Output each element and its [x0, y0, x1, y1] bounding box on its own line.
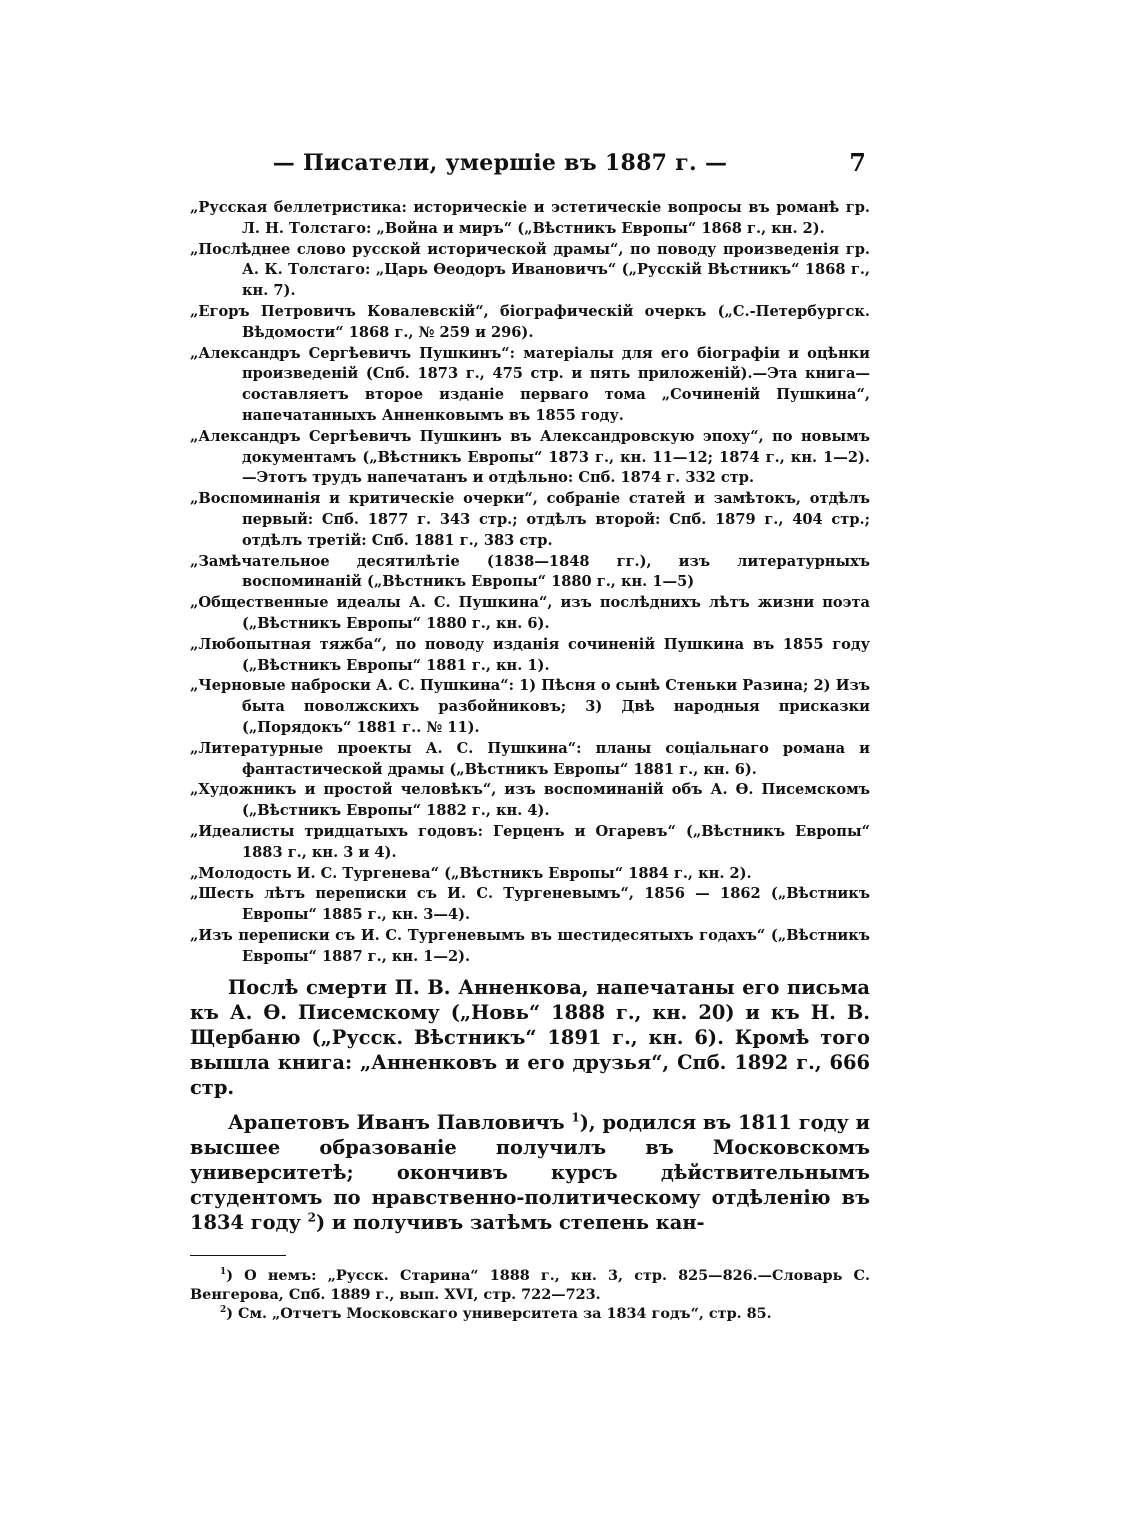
footnote-divider	[190, 1255, 286, 1256]
bibliography-list	[190, 198, 870, 967]
body-paragraph: Послѣ смерти П. В. Анненкова, напечатаны его письма къ А. Ѳ. Писемскому („Новь“ 1888 г., кн. 20) и къ Н. В. Щербаню („Русск. Вѣстникъ“ 1891 г., кн. 6). Кромѣ того вышла книга: „Анненковъ и его друзья“, Спб. 1892 г., 666 стр.	[190, 976, 870, 1100]
footnotes	[190, 1266, 870, 1323]
page-number: 7	[849, 148, 866, 177]
paragraph-text: Арапетовъ Иванъ Павловичъ	[228, 1111, 572, 1135]
bibliography-entry: „Егоръ Петровичъ Ковалевскій“, біографическій очеркъ („С.-Петербургск. Вѣдомости“ 1868 г., № 259 и 296).	[190, 302, 870, 341]
bibliography-entry: „Идеалисты тридцатыхъ годовъ: Герценъ и Огаревъ“ („Вѣстникъ Европы“ 1883 г., кн. 3 и 4).	[190, 822, 870, 861]
footnote	[190, 1304, 870, 1323]
paragraph-text: ), родился въ 1811 году и высшее образованіе получилъ въ Московскомъ университетѣ; окончивъ курсъ дѣйствительнымъ студентомъ по нравственно-политическому отдѣленію въ 1834 году	[190, 1111, 870, 1235]
footnote-ref: 1	[571, 1111, 580, 1126]
running-title: — Писатели, умершіе въ 1887 г. —	[272, 150, 728, 176]
bibliography-entry: „Черновые наброски А. С. Пушкина“: 1) Пѣсня о сынѣ Стеньки Разина; 2) Изъ быта поволжскихъ разбойниковъ; 3) Двѣ народныя присказки („Порядокъ“ 1881 г.. № 11).	[190, 677, 870, 736]
bibliography-entry: „Русская беллетристика: историческіе и эстетическіе вопросы въ романѣ гр. Л. Н. Толстаго: „Война и миръ“ („Вѣстникъ Европы“ 1868 г., кн. 2).	[190, 199, 870, 237]
bibliography-entry: „Воспоминанія и критическіе очерки“, собраніе статей и замѣтокъ, отдѣлъ первый: Спб. 1877 г. 343 стр.; отдѣлъ второй: Спб. 1879 г., 404 стр.; отдѣлъ третій: Спб. 1881 г., 383 стр.	[190, 490, 870, 549]
bibliography-entry: „Общественные идеалы А. С. Пушкина“, изъ послѣднихъ лѣтъ жизни поэта („Вѣстникъ Европы“ 1880 г., кн. 6).	[190, 594, 870, 632]
bibliography-entry: „Замѣчательное десятилѣтіе (1838—1848 гг.), изъ литературныхъ воспоминаній („Вѣстникъ Европы“ 1880 г., кн. 1—5)	[190, 552, 870, 591]
running-header	[190, 148, 870, 184]
bibliography-entry: „Изъ переписки съ И. С. Тургеневымъ въ шестидесятыхъ годахъ“ („Вѣстникъ Европы“ 1887 г., кн. 1—2).	[190, 926, 870, 965]
paragraph-text: ) и получивъ затѣмъ степень кан-	[316, 1211, 705, 1235]
footnote-mark: 1	[220, 1267, 227, 1278]
bibliography-entry: „Послѣднее слово русской исторической драмы“, по поводу произведенія гр. А. К. Толстаго: „Царь Ѳеодоръ Ивановичъ“ („Русскій Вѣстникъ“ 1868 г., кн. 7).	[190, 240, 870, 300]
body-paragraph	[190, 1110, 870, 1235]
footnote-text: ) См. „Отчетъ Московскаго университета за 1834 годъ“, стр. 85.	[226, 1305, 772, 1323]
bibliography-entry: „Шесть лѣтъ переписки съ И. С. Тургеневымъ“, 1856 — 1862 („Вѣстникъ Европы“ 1885 г., кн. 3—4).	[190, 885, 870, 924]
bibliography-entry: „Александръ Сергѣевичъ Пушкинъ“: матеріалы для его біографіи и оцѣнки произведеній (Спб. 1873 г., 475 стр. и пять приложеній).—Эта книга—составляетъ второе изданіе перваго тома „Сочиненій Пушкина“, напечатанныхъ Анненковымъ въ 1855 году.	[190, 344, 870, 424]
bibliography-entry: „Любопытная тяжба“, по поводу изданія сочиненій Пушкина въ 1855 году („Вѣстникъ Европы“ 1881 г., кн. 1).	[190, 635, 870, 674]
bibliography-entry: „Художникъ и простой человѣкъ“, изъ воспоминаній объ А. Ѳ. Писемскомъ („Вѣстникъ Европы“ 1882 г., кн. 4).	[190, 781, 870, 820]
footnote	[190, 1266, 870, 1304]
bibliography-entry: „Александръ Сергѣевичъ Пушкинъ въ Александровскую эпоху“, по новымъ документамъ („Вѣстникъ Европы“ 1873 г., кн. 11—12; 1874 г., кн. 1—2).—Этотъ трудъ напечатанъ и отдѣльно: Спб. 1874 г. 332 стр.	[190, 427, 870, 487]
footnote-ref: 2	[307, 1211, 316, 1226]
footnote-text: ) О немъ: „Русск. Старина“ 1888 г., кн. 3, стр. 825—826.—Словарь С. Венгерова, Спб. 1889 г., вып. XVI, стр. 722—723.	[190, 1267, 870, 1304]
bibliography-entry: „Молодость И. С. Тургенева“ („Вѣстникъ Европы“ 1884 г., кн. 2).	[190, 864, 752, 882]
page	[190, 148, 870, 1323]
bibliography-entry: „Литературные проекты А. С. Пушкина“: планы соціальнаго романа и фантастической драмы („Вѣстникъ Европы“ 1881 г., кн. 6).	[190, 739, 870, 778]
footnote-mark: 2	[220, 1305, 227, 1316]
